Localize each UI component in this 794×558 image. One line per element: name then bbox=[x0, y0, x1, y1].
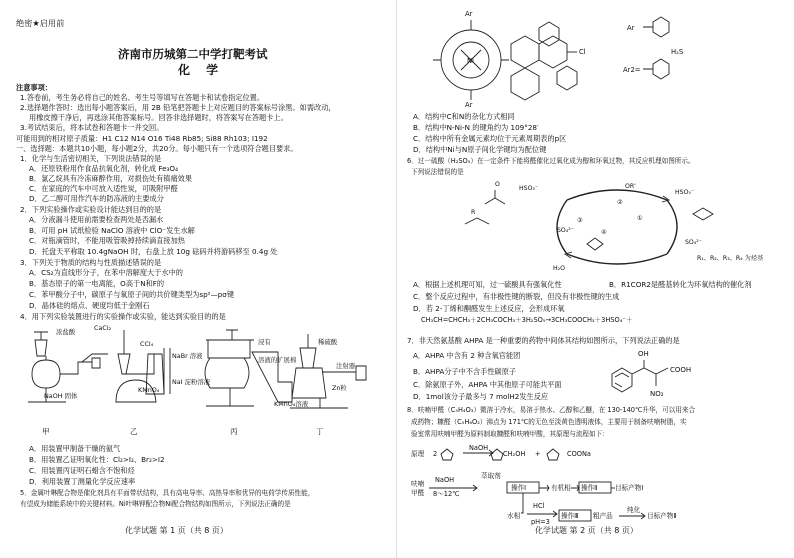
mech-hso5-b: HSO₅⁻ bbox=[675, 189, 695, 196]
mech-step-3: ③ bbox=[577, 217, 583, 224]
q7-option-d: D．1mol该分子最多与 7 molH2发生反应 bbox=[413, 392, 549, 401]
q1-option-c: C．在家庭的汽车中可放入适性炭，可吸附甲醛 bbox=[29, 184, 178, 193]
mech-so4: SO₄²⁻ bbox=[557, 227, 575, 234]
flow-naoh: NaOH bbox=[469, 444, 489, 452]
q2-option-b: B．可用 pH 试纸检验 NaClO 溶液中 ClO⁻发生水解 bbox=[29, 226, 195, 235]
q6-option-a: A．根据上述机理可知，过一硫酸具有强氧化性 bbox=[413, 280, 562, 289]
mech-legend: R₁、R₂、R₃、R₄ 为烃基 bbox=[697, 255, 764, 262]
label-naoh-solid: NaOH 固体 bbox=[44, 392, 78, 400]
q5-option-c: C．结构中所有金属元素均位于元素周期表的p区 bbox=[413, 134, 567, 143]
q8-stem-line: 8．呋喃甲醛（C₅H₄O₃）微溶于冷水，易溶于热水、乙醇和乙醚，在 130-140℃升华，可以用来合 bbox=[407, 406, 696, 414]
page2-footer: 化学试题 第 2 页（共 8 页） bbox=[535, 526, 638, 535]
struct-h2s: H₂S bbox=[671, 48, 684, 56]
subject-title: 化 学 bbox=[178, 63, 225, 77]
q4-stem: 4．用下列实验装置进行的实验操作或实验，能达到实验目的的是 bbox=[20, 312, 226, 321]
note-line: 2.选择题作答时：选出每小题答案后，用 2B 铅笔把答题卡上对应题目的答案标号涂黑。如需改动， bbox=[20, 103, 336, 112]
q3-option-a: A．CS₂为直线形分子，在苯中溶解度大于水中的 bbox=[29, 268, 183, 277]
secret-label: 绝密★启用前 bbox=[16, 18, 65, 28]
flow-ph: pH=3 bbox=[531, 518, 550, 526]
q6-mechanism-cycle bbox=[457, 174, 787, 278]
q5-stem-line: 5．金属叶啉配合物是催化剂具有平面带状结构，具有高电导率、高热导率和优异的电荷学传质性能， bbox=[20, 489, 315, 497]
flow-two: 2 bbox=[433, 450, 438, 458]
struct-ar-top: Ar bbox=[465, 10, 473, 18]
q6-option-b: B．R1COR2是醛基转化为环氧结构的催化剂 bbox=[609, 280, 752, 289]
q3-stem: 3．下列关于物质的结构与性质描述错误的是 bbox=[20, 258, 162, 267]
mech-or: OR' bbox=[625, 183, 636, 190]
flow-prod1: 目标产物Ⅰ bbox=[615, 484, 644, 492]
struct-ar2-legend: Ar2= bbox=[623, 66, 641, 74]
struct-ar-bottom: Ar bbox=[465, 101, 473, 109]
q3-option-c: C．苯甲酸分子中，碳原子与氧原子间的共价键类型为sp²—pσ键 bbox=[29, 290, 235, 299]
fig-label-bing: 丙 bbox=[230, 427, 238, 436]
notes-heading: 注意事项： bbox=[16, 83, 52, 92]
q4-option-b: B．用装置乙证明氧化性：Cl₂>I₂、Br₂>I2 bbox=[29, 455, 165, 464]
exam-title: 济南市历城第二中学打靶考试 bbox=[118, 47, 268, 61]
struct-ar-legend: Ar bbox=[627, 24, 635, 32]
label-fengmi: 浸有 bbox=[258, 338, 271, 346]
flow-yuanli: 原理 bbox=[411, 450, 425, 458]
q4-apparatus-figure bbox=[20, 322, 380, 440]
flow-op2: 操作Ⅱ bbox=[581, 484, 598, 492]
flow-prod2: 目标产物Ⅱ bbox=[647, 512, 677, 520]
exam-page-2 bbox=[397, 0, 794, 558]
flow-start-1: 呋喃 bbox=[411, 480, 425, 488]
q8-stem-line: 成药物；糠醛（C₅H₆O₂）沸点为 171℃的无色至淡黄色透明液体，主要用于制备呋喃树脂，实 bbox=[411, 418, 687, 426]
label-kmno4-b: KMnO₄溶液 bbox=[274, 400, 309, 408]
ahpa-cooh: COOH bbox=[670, 366, 692, 374]
q1-option-b: B．氯乙烷具有冷冻麻醉作用，对损伤处有镇痛效果 bbox=[29, 174, 193, 183]
q5-option-b: B．结构中N-Ni-N 的键角约为 109°28′ bbox=[413, 123, 539, 132]
q7-option-b: B．AHPA分子中不含手性碳原子 bbox=[413, 367, 517, 376]
label-cacl2: CaCl₂ bbox=[94, 324, 112, 332]
flow-coona: COONa bbox=[567, 450, 591, 458]
q2-option-a: A．分液漏斗使用前需要检查两处是否漏水 bbox=[29, 215, 164, 224]
label-syringe: 注射器 bbox=[336, 362, 356, 370]
ahpa-no2: NO₂ bbox=[650, 390, 664, 398]
flow-op3: 操作Ⅲ bbox=[561, 512, 579, 520]
flow-purify: 纯化 bbox=[627, 506, 641, 514]
q4-option-a: A．用装置甲制备干燥的氨气 bbox=[29, 444, 121, 453]
q3-option-b: B．基态原子的第一电离能，O高于N和F的 bbox=[29, 279, 165, 288]
q1-stem: 1．化学与生活密切相关，下列说法错误的是 bbox=[20, 154, 162, 163]
label-kmno4: KMnO₄ bbox=[138, 386, 160, 394]
flow-aq: 水相 bbox=[507, 512, 521, 520]
q3-option-d: D．晶体硅的熔点、硬度均低于金刚石 bbox=[29, 301, 150, 310]
q2-option-d: D．托盘天平称取 10.4gNaOH 时，右盘上放 10g 砝码并将游码移至 0.4g 处 bbox=[29, 247, 278, 256]
ni-porphyrin-structure bbox=[427, 6, 757, 110]
q1-option-a: A．还原铁粉用作食品抗氧化剂，转化成 Fe₃O₄ bbox=[29, 164, 178, 173]
q2-stem: 2．下列实验操作或实验设计能达到目的的是 bbox=[20, 205, 162, 214]
flow-hcl: HCl bbox=[533, 502, 545, 510]
q6-option-c: C．整个反应过程中，有非极性键的断裂，但没有非极性键的生成 bbox=[413, 292, 620, 301]
mech-r: R bbox=[471, 209, 476, 216]
label-nai: NaI 淀粉溶液 bbox=[172, 378, 211, 386]
flow-start-2: 甲醛 bbox=[411, 489, 425, 497]
fig-label-ding: 丁 bbox=[316, 427, 324, 436]
q7-stem: 7．非天然氨基酸 AHPA 是一种重要的药物中间体其结构如图所示，下列说法正确的是 bbox=[407, 336, 680, 345]
section-heading: 一、选择题：本题共10小题，每小题2分，共20分。每小题只有一个选项符合题目要求。 bbox=[16, 144, 298, 153]
q5-stem-line: 有望成为储能系统中的关键材料。Ni叶啉钾配合物Ni配合物结构如图所示，下列说法正确的是 bbox=[20, 500, 291, 508]
note-line: 3.考试结束后，将本试卷和答题卡一并交回。 bbox=[20, 123, 164, 132]
q6-stem-line: 6．过一硫酸（H₂SO₅）在一定条件下能将醛催化过氧化成为醇和环氧过物，其反应机理如图所示。 bbox=[407, 157, 695, 165]
label-kuozhang: 溶液的扩展棉 bbox=[258, 356, 297, 364]
label-conc-acid: 浓盐酸 bbox=[56, 328, 76, 336]
atomic-masses: 可能用到的相对原子质量：H1 C12 N14 O16 Ti48 Rb85; Si88 Rh103; I192 bbox=[16, 134, 268, 143]
flow-plus: + bbox=[535, 450, 541, 458]
note-line: 用橡皮擦干净后，再选涂其他答案标号。回答非选择题时，将答案写在答题卡上。 bbox=[29, 113, 288, 122]
flow-naoh-ice: NaOH bbox=[435, 476, 455, 484]
q5-option-d: D．结构中Ni与N原子间化学键均为配位键 bbox=[413, 145, 547, 154]
label-ccl4: CCl₄ bbox=[140, 340, 154, 348]
note-line: 1.答卷前，考生务必将自己的姓名、考生号等填写在答题卡和试卷指定位置。 bbox=[20, 93, 265, 102]
mech-step-1: ① bbox=[637, 215, 643, 222]
label-zn: Zn粒 bbox=[332, 384, 347, 392]
flow-extract: 萃取剂 bbox=[481, 472, 501, 480]
q5-option-a: A．结构中C和N的杂化方式相同 bbox=[413, 112, 515, 121]
flow-temp: 8～12℃ bbox=[433, 490, 460, 498]
q8-flow-diagram bbox=[411, 442, 741, 526]
flow-op1: 操作Ⅰ bbox=[511, 484, 527, 492]
flow-ch2oh: CH₂OH bbox=[503, 450, 526, 458]
q1-option-d: D．乙二醇可用作汽车的防冻液的主要成分 bbox=[29, 194, 164, 203]
struct-cl: Cl bbox=[579, 48, 586, 56]
q7-option-a: A．AHPA 中含有 2 种含氧官能团 bbox=[413, 351, 521, 360]
label-nabr: NaBr 溶液 bbox=[172, 352, 203, 360]
mech-o: O bbox=[495, 181, 500, 188]
label-sulfuric: 稀硫酸 bbox=[318, 338, 338, 346]
ahpa-structure bbox=[602, 346, 782, 402]
q6-option-d: D．若 2-丁烯和酮醛发生上述反应，会形成环氧 bbox=[413, 304, 565, 313]
mech-step-2: ② bbox=[617, 199, 623, 206]
q2-option-c: C．对瓶滴管时，不能用吸管吸掉持续滴直接加热 bbox=[29, 236, 185, 245]
q7-option-c: C．除氨原子外，AHPA 中其他原子可能共平面 bbox=[413, 380, 562, 389]
q8-stem-line: 验室常用呋喃甲醛为原料制取糠醛和呋喃甲酸，其原理与流程如下： bbox=[411, 430, 609, 438]
q6-stem-line: 下列说法错误的是 bbox=[411, 168, 464, 176]
page1-footer: 化学试题 第 1 页（共 8 页） bbox=[125, 526, 228, 535]
mech-so4-b: SO₄²⁻ bbox=[685, 239, 703, 246]
mech-hso5: HSO₅⁻ bbox=[519, 185, 539, 192]
ahpa-oh: OH bbox=[638, 350, 649, 358]
flow-org: 有机相 bbox=[551, 484, 571, 492]
q4-option-d: D．利用装置丁测量化学反应速率 bbox=[29, 477, 136, 486]
q4-option-c: C．用装置丙证明石蜡含不饱和烃 bbox=[29, 466, 135, 475]
fig-label-yi: 乙 bbox=[130, 427, 138, 436]
fig-label-jia: 甲 bbox=[42, 427, 50, 436]
mech-h2o: H₂O bbox=[553, 265, 566, 272]
flow-crude: 粗产品 bbox=[593, 512, 613, 520]
mech-step-4: ④ bbox=[601, 229, 607, 236]
q6-equation: CH₃CH=CHCH₃＋2CH₃COCH₃＋3H₂SO₅→3CH₃COOCH₃＋3HSO₄⁻＋ bbox=[421, 316, 633, 324]
struct-ni: Ni bbox=[467, 57, 474, 65]
